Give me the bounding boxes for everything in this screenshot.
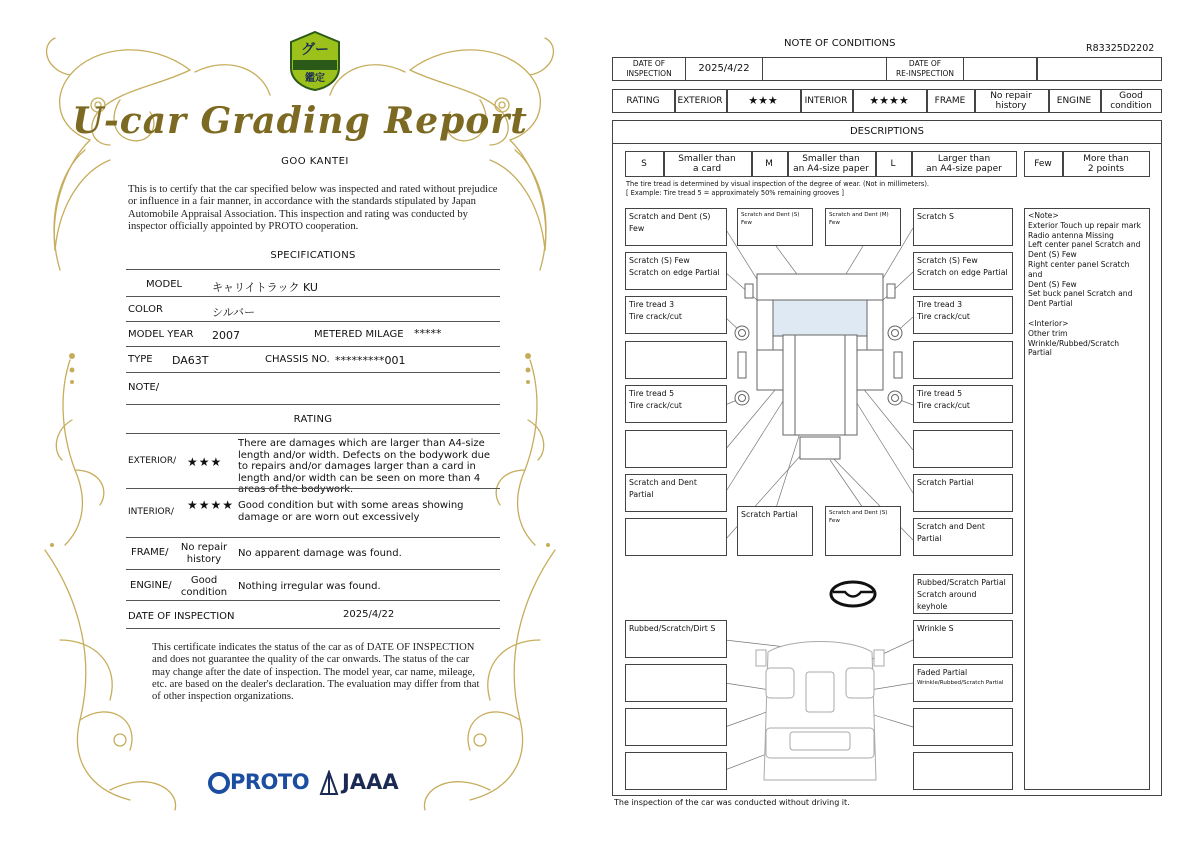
damage-box-4: Scratch S — [913, 208, 1013, 246]
interior-description: Good condition but with some areas showing damage or are worn out excessively — [238, 500, 464, 523]
date-of-inspection-label: DATE OF INSPECTION — [128, 611, 235, 622]
model-value: キャリイトラック KU — [212, 281, 318, 294]
steering-wheel-icon — [831, 582, 875, 606]
frame-description: No apparent damage was found. — [238, 548, 402, 559]
damage-box-empty — [625, 708, 727, 746]
certificate-disclaimer: This certificate indicates the status of the car as of DATE OF INSPECTION and does not guarantee the quality of the car onwards. The status of the car may change after the date of inspection. The model year, car name, mileage, etc. are based on the dealer's declaration. The evaluation may differ from that of other inspection organizations. — [152, 642, 480, 703]
legend-m-desc: Smaller than an A4-size paper — [793, 154, 869, 174]
divider — [126, 537, 500, 538]
metered-milage-value: ***** — [414, 327, 442, 340]
chassis-value: *********001 — [335, 354, 406, 367]
date-of-inspection-label: DATE OF INSPECTION — [626, 59, 672, 78]
model-year-label: MODEL YEAR — [128, 329, 194, 340]
exterior-label: EXTERIOR — [677, 96, 723, 106]
jaaa-logo-icon — [318, 770, 340, 796]
date-of-reinspection-label: DATE OF RE-INSPECTION — [895, 59, 955, 78]
legend-l: L — [890, 159, 896, 169]
engine-label: ENGINE/ — [130, 580, 172, 591]
frame-label: FRAME/ — [131, 547, 169, 558]
exterior-stars: ★★★ — [748, 94, 778, 107]
report-subtitle: GOO KANTEI — [281, 156, 349, 167]
exterior-stars: ★★★ — [187, 455, 223, 469]
damage-box-empty — [625, 518, 727, 556]
damage-box-2: Scratch and Dent (S) Few — [737, 208, 813, 246]
damage-box-13: Scratch Partial — [913, 474, 1013, 512]
damage-box-empty — [625, 664, 727, 702]
frame-value: No repair history — [180, 542, 228, 565]
report-id: R83325D2202 — [1086, 43, 1155, 54]
damage-box-empty — [625, 430, 727, 468]
divider — [126, 433, 500, 434]
descriptions-heading: DESCRIPTIONS — [849, 126, 925, 137]
divider — [126, 404, 500, 405]
legend-s-desc: Smaller than a card — [678, 154, 736, 174]
damage-box-9: Tire tread 5 Tire crack/cut — [625, 385, 727, 423]
frame-value: No repair history — [990, 91, 1032, 111]
proto-logo-icon — [208, 771, 230, 795]
divider — [126, 296, 500, 297]
damage-box-14: Scratch and Dent (S) Few — [825, 506, 901, 556]
damage-box-5: Scratch (S) Few Scratch on edge Partial — [625, 252, 727, 290]
model-label: MODEL — [146, 279, 183, 290]
damage-box-10: Tire tread 5 Tire crack/cut — [913, 385, 1013, 423]
svg-text:グー: グー — [301, 42, 329, 58]
divider — [126, 569, 500, 570]
divider — [126, 321, 500, 322]
damage-box-12: Scratch Partial — [737, 506, 813, 556]
legend-m: M — [765, 159, 773, 169]
engine-description: Nothing irregular was found. — [238, 581, 381, 592]
divider — [126, 600, 500, 601]
divider — [126, 488, 500, 489]
specifications-heading: SPECIFICATIONS — [270, 250, 356, 261]
legend-l-desc: Larger than an A4-size paper — [926, 154, 1002, 174]
exterior-description: There are damages which are larger than A4-size length and/or width. Defects on the bodywork due to repairs and/or damages larger than a card in length and/or width can be seen on more than 4 areas of the bodywork. — [238, 438, 491, 495]
tire-note-2: [ Example: Tire tread 5 = approximately 50% remaining grooves ] — [626, 189, 844, 197]
damage-box-empty — [913, 430, 1013, 468]
engine-value: Good condition — [1110, 91, 1152, 111]
proto-logo: PROTO — [230, 770, 310, 794]
note-label: NOTE/ — [128, 382, 160, 393]
damage-box-16: Rubbed/Scratch Partial Scratch around keyhole — [913, 574, 1013, 614]
damage-box-empty — [625, 341, 727, 379]
damage-box-17: Rubbed/Scratch/Dirt S — [625, 620, 727, 658]
damage-box-empty — [625, 752, 727, 790]
damage-box-7: Tire tread 3 Tire crack/cut — [625, 296, 727, 334]
damage-box-empty — [913, 752, 1013, 790]
divider — [126, 269, 500, 270]
engine-value: Good condition — [180, 575, 228, 598]
type-value: DA63T — [172, 354, 209, 367]
exterior-label: EXTERIOR/ — [128, 456, 177, 466]
goo-kantei-badge-icon — [287, 30, 343, 92]
legend-few-desc: More than 2 points — [1083, 154, 1129, 174]
damage-box-6: Scratch (S) Few Scratch on edge Partial — [913, 252, 1013, 290]
inspection-footer-note: The inspection of the car was conducted without driving it. — [614, 798, 850, 807]
engine-label: ENGINE — [1056, 96, 1092, 106]
damage-box-15: Scratch and Dent Partial — [913, 518, 1013, 556]
interior-stars: ★★★★ — [869, 94, 909, 107]
damage-box-empty — [913, 708, 1013, 746]
chassis-label: CHASSIS NO. — [265, 354, 330, 365]
date-of-inspection-value: 2025/4/22 — [343, 609, 395, 620]
frame-label: FRAME — [934, 96, 966, 106]
rating-label: RATING — [626, 96, 660, 106]
damage-box-11: Scratch and Dent Partial — [625, 474, 727, 512]
color-label: COLOR — [128, 304, 163, 315]
rating-heading: RATING — [293, 414, 333, 425]
conditions-title: NOTE OF CONDITIONS — [784, 38, 896, 49]
interior-stars: ★★★★ — [187, 498, 235, 512]
condition-notes: <Note> Exterior Touch up repair mark Radio antenna Missing Left center panel Scratch and Dent (S) Few Right center panel Scratch and Dent (S) Few Set buck panel Scratch and Dent Partial <Interior> Other trim Wrinkle/Rubbed/Scratch Partial — [1024, 208, 1150, 790]
svg-text:鑑定: 鑑定 — [305, 73, 325, 84]
report-title: U-car Grading Report — [72, 100, 528, 142]
metered-milage-label: METERED MILAGE — [314, 329, 404, 340]
divider — [126, 628, 500, 629]
divider — [126, 372, 500, 373]
interior-label: INTERIOR/ — [128, 507, 174, 517]
damage-box-18: Wrinkle S — [913, 620, 1013, 658]
damage-box-empty — [913, 341, 1013, 379]
divider — [126, 346, 500, 347]
type-label: TYPE — [128, 354, 153, 365]
interior-label: INTERIOR — [804, 96, 848, 106]
damage-box-8: Tire tread 3 Tire crack/cut — [913, 296, 1013, 334]
tire-note-1: The tire tread is determined by visual inspection of the degree of wear. (Not in millimeters). — [626, 180, 930, 188]
damage-box-19: Faded Partial Wrinkle/Rubbed/Scratch Partial — [913, 664, 1013, 702]
certification-statement: This is to certify that the car specified below was inspected and rated without prejudice or influence in a fair manner, in accordance with the standards stipulated by Japan Automobile Appraisal Association. This inspection and rating was conducted by inspector officially appointed by PROTO cooperation. — [128, 184, 498, 233]
date-of-inspection-value: 2025/4/22 — [698, 63, 750, 74]
jaaa-logo: JAAA — [342, 770, 399, 794]
model-year-value: 2007 — [212, 329, 240, 342]
damage-box-1: Scratch and Dent (S) Few — [625, 208, 727, 246]
legend-s: S — [641, 159, 647, 169]
legend-few: Few — [1034, 159, 1052, 169]
color-value: シルバー — [212, 306, 255, 319]
damage-box-3: Scratch and Dent (M) Few — [825, 208, 901, 246]
